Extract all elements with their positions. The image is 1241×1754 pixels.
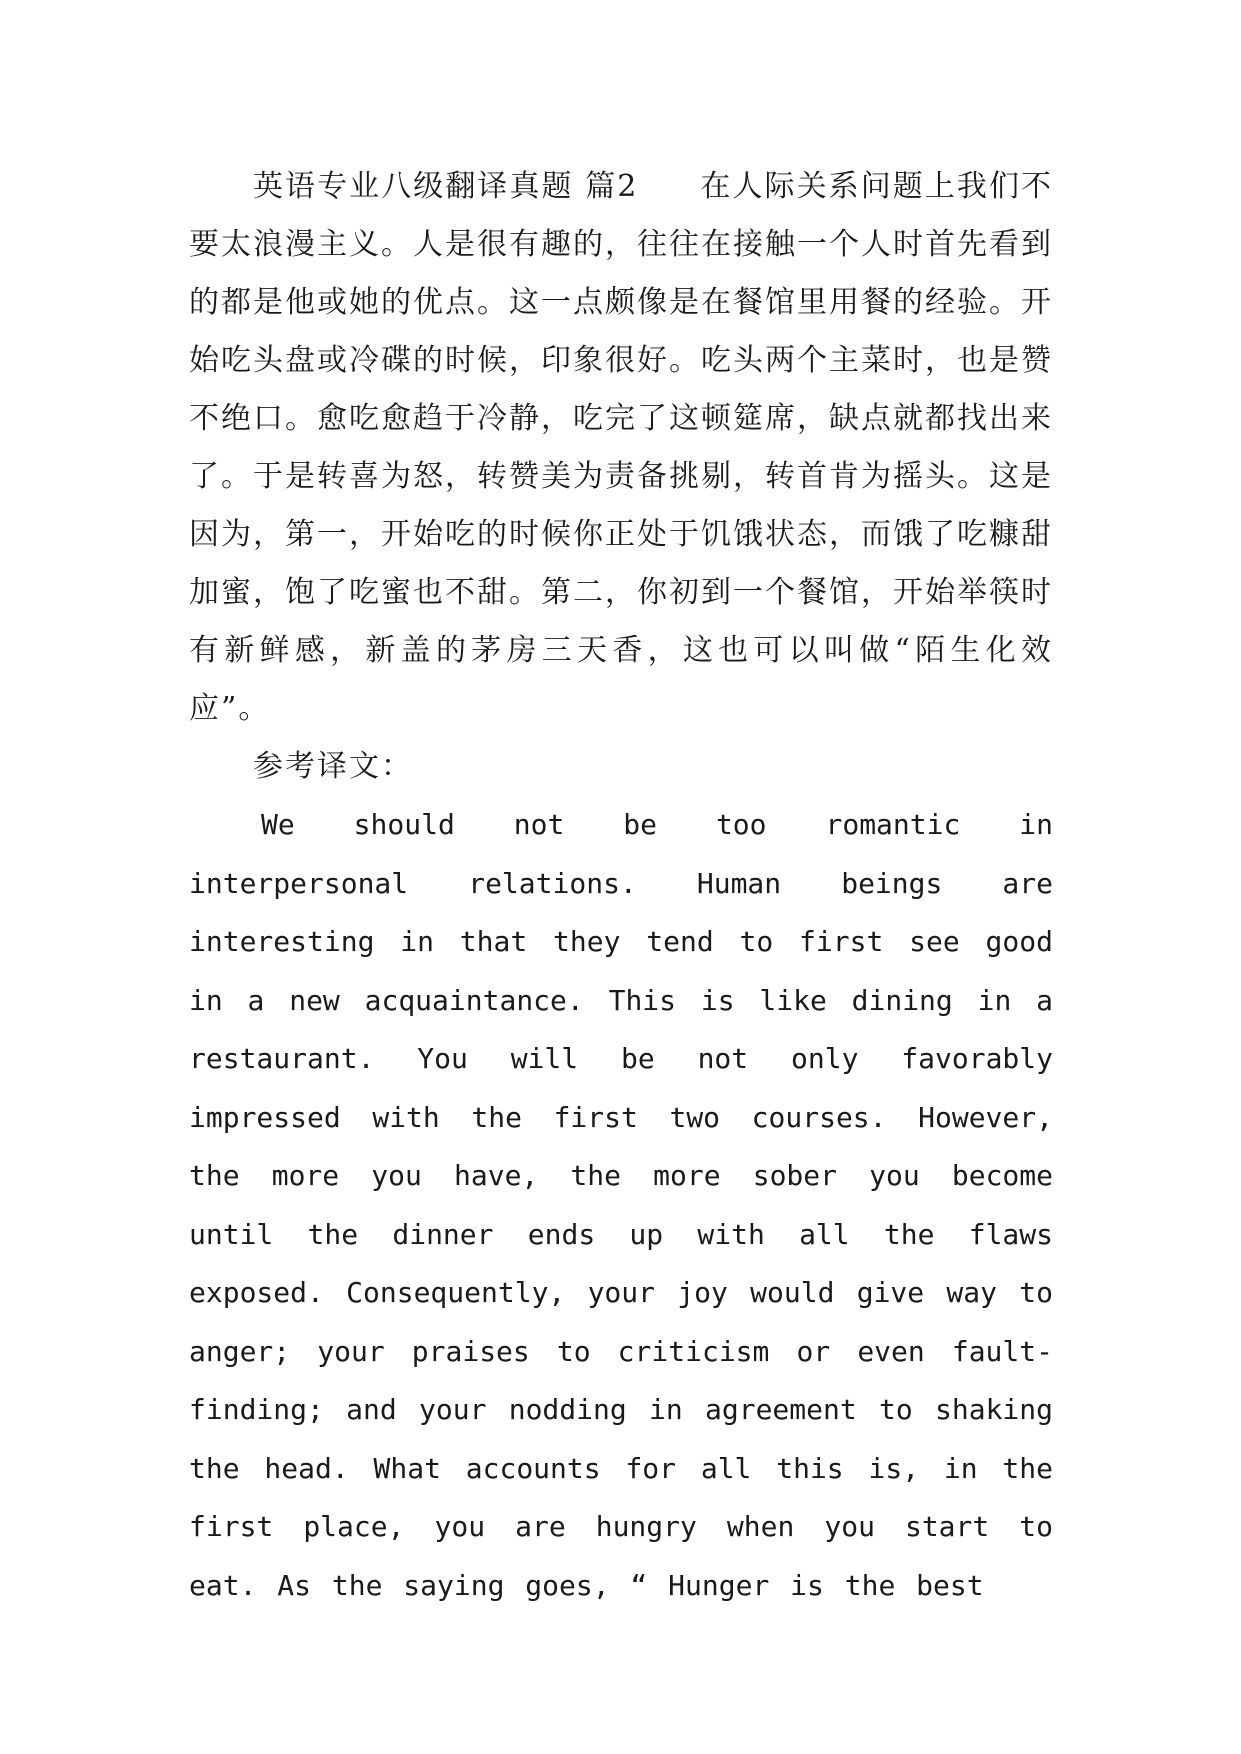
english-paragraph: We should not be too romantic in interpersonal relations. Human beings are interesting in that they tend to first see good in a new acquaintance. This is like dining in a restaurant. You will be not only favorably impressed with the first two courses. However, the more you have, the more sober you become until the dinner ends up with all the flaws exposed. Consequently, your joy would give way to anger; your praises to criticism or even fault-finding; and your nodding in agreement to shaking the head. What accounts for all this is, in the first place, you are hungry when you start to eat. As the saying goes, “ Hunger is the best [189, 808, 1053, 1602]
text-body [189, 158, 1053, 1615]
chinese-paragraph [189, 158, 1053, 738]
reference-label: 参考译文： [253, 749, 413, 784]
heading-title: 英语专业八级翻译真题 篇2 [253, 169, 639, 204]
chinese-text: 在人际关系问题上我们不要太浪漫主义。人是很有趣的，往往在接触一个人时首先看到的都是他或她的优点。这一点颇像是在餐馆里用餐的经验。开始吃头盘或冷碟的时候，印象很好。吃头两个主菜时，也是赞不绝口。愈吃愈趋于冷静，吃完了这顿筵席，缺点就都找出来了。于是转喜为怒，转赞美为责备挑剔，转首肯为摇头。这是因为，第一，开始吃的时候你正处于饥饿状态，而饿了吃糠甜加蜜，饱了吃蜜也不甜。第二，你初到一个餐馆，开始举筷时有新鲜感，新盖的茅房三天香，这也可以叫做“陌生化效应”。 [189, 169, 1054, 726]
